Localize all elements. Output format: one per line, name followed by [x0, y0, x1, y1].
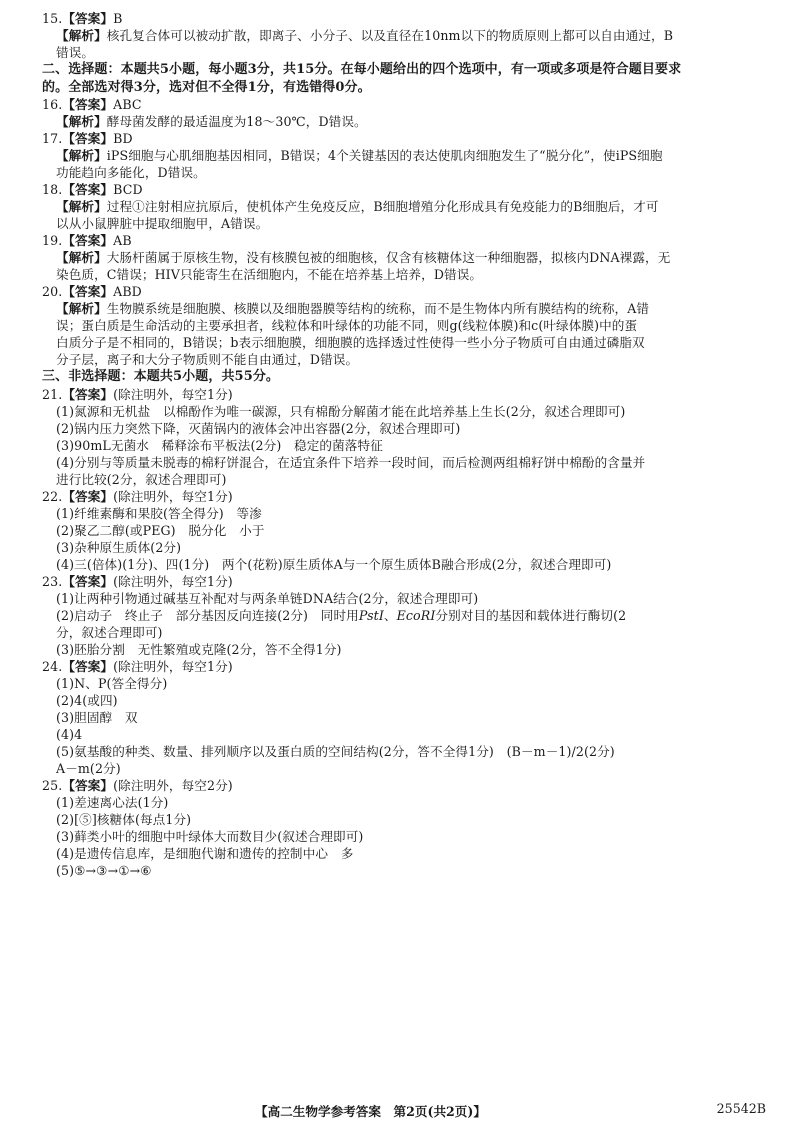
section-2-line: 的。全部选对得3分，选对但不全得1分，有选错得0分。 — [42, 79, 371, 95]
q24-sub: (1)N、P(答全得分) — [56, 675, 168, 691]
q15-expl-line: 错误。 — [56, 45, 95, 60]
q22-sub: (1)纤维素酶和果胶(答全得分) 等渗 — [56, 505, 262, 521]
q18-answer: BCD — [113, 182, 143, 197]
q24-answer-label: 【答案】 — [62, 658, 114, 674]
q24-sub: A－m(2分) — [56, 760, 121, 776]
q21 — [42, 386, 778, 488]
q20-expl-label: 【解析】 — [56, 301, 107, 316]
q17-number: 17. — [42, 131, 63, 146]
q17-answer: BD — [113, 131, 133, 146]
q18-number: 18. — [42, 182, 63, 197]
q23-number: 23. — [42, 573, 63, 589]
q23-sub-text: (2)启动子 终止子 部分基因反向连接(2分) 同时用 — [56, 607, 359, 623]
q25-answer-label: 【答案】 — [62, 777, 114, 793]
q16-answer: ABC — [113, 97, 142, 112]
q15-answer-label: 【答案】 — [62, 11, 114, 26]
q16-number: 16. — [42, 97, 63, 112]
q16-answer-label: 【答案】 — [62, 97, 114, 112]
q21-sub: (2)锅内压力突然下降，灭菌锅内的液体会冲出容器(2分，叙述合理即可) — [56, 420, 461, 436]
q20-answer-label: 【答案】 — [62, 284, 114, 299]
q23-sub-text: 、 — [383, 607, 397, 623]
q19-expl-label: 【解析】 — [56, 250, 107, 265]
q23-answer-label: 【答案】 — [62, 573, 114, 589]
q17-expl-line: iPS细胞与心肌细胞基因相同，B错误；4个关键基因的表达使肌肉细胞发生了“脱分化”，使iPS细胞 — [106, 148, 663, 163]
q17-expl-line: 功能趋向多能化，D错误。 — [56, 165, 206, 180]
q22 — [42, 488, 778, 573]
section-2-heading — [42, 61, 778, 96]
q21-number: 21. — [42, 386, 63, 402]
q17 — [42, 130, 778, 181]
q22-sub: (4)三(倍体)(1分)、四(1分) 两个(花粉)原生质体A与一个原生质体B融合形成(2分，叙述合理即可) — [56, 556, 612, 572]
q18-expl-line: 过程①注射相应抗原后，使机体产生免疫反应，B细胞增殖分化形成具有免疫能力的B细胞后，才可 — [106, 199, 659, 214]
q25-number: 25. — [42, 777, 63, 793]
q23-enzyme-pst: PstⅠ — [358, 607, 384, 623]
q18-answer-label: 【答案】 — [62, 182, 114, 197]
q20-expl-line: 白质分子是不相同的，B错误；b表示细胞膜，细胞膜的选择透过性使得一些小分子物质可自由通过磷脂双 — [56, 335, 645, 350]
q25-sub: (4)是遗传信息库，是细胞代谢和遗传的控制中心 多 — [56, 845, 354, 861]
section-2-line: 二、选择题：本题共5小题，每小题3分，共15分。在每小题给出的四个选项中，有一项或多项是符合题目要求 — [42, 62, 682, 77]
q23-sub: 分，叙述合理即可) — [56, 624, 163, 640]
q24 — [42, 658, 778, 777]
q15-answer: B — [113, 11, 123, 26]
q15-expl-label: 【解析】 — [56, 28, 107, 43]
q23-sub — [42, 607, 778, 624]
q25-sub: (3)藓类小叶的细胞中叶绿体大而数目少(叙述合理即可) — [56, 828, 364, 844]
q25-sub: (5)⑤→③→①→⑥ — [56, 862, 152, 878]
section-3-line: 三、非选择题：本题共5小题，共55分。 — [42, 369, 280, 384]
q24-number: 24. — [42, 658, 63, 674]
q17-answer-label: 【答案】 — [62, 131, 114, 146]
q22-number: 22. — [42, 488, 63, 504]
q20-answer: ABD — [113, 284, 142, 299]
q21-sub: (1)氮源和无机盐 以棉酚作为唯一碳源，只有棉酚分解菌才能在此培养基上生长(2分，叙述合理即可) — [56, 403, 626, 419]
footer-title: 【高二生物学参考答案 第2页(共2页)】 — [255, 1104, 486, 1119]
q19-answer: AB — [113, 233, 132, 248]
q25-answer: (除注明外，每空2分) — [113, 777, 233, 793]
q25-sub: (1)差速离心法(1分) — [56, 794, 169, 810]
q22-answer-label: 【答案】 — [62, 488, 114, 504]
q16 — [42, 96, 778, 130]
q23-sub: (1)让两种引物通过碱基互补配对与两条单链DNA结合(2分，叙述合理即可) — [56, 590, 479, 606]
page-footer — [0, 1101, 800, 1121]
q19-number: 19. — [42, 233, 63, 248]
q21-answer: (除注明外，每空1分) — [113, 386, 233, 402]
q22-sub: (2)聚乙二醇(或PEG) 脱分化 小于 — [56, 522, 265, 538]
q24-answer: (除注明外，每空1分) — [113, 658, 233, 674]
q18-expl-label: 【解析】 — [56, 199, 107, 214]
q19-answer-label: 【答案】 — [62, 233, 114, 248]
q23-sub-text: 分别对目的基因和载体进行酶切(2 — [435, 607, 627, 623]
q15-explanation — [42, 27, 778, 61]
q21-sub: (4)分别与等质量未脱毒的棉籽饼混合，在适宜条件下培养一段时间，而后检测两组棉籽饼中棉酚的含量并 — [56, 454, 646, 470]
q19-expl-line: 大肠杆菌属于原核生物，没有核膜包被的细胞核，仅含有核糖体这一种细胞器，拟核内DNA裸露，无 — [106, 250, 671, 265]
q20-expl-line: 分子层，离子和大分子物质则不能自由通过，D错误。 — [56, 352, 359, 367]
q21-sub: 进行比较(2分，叙述合理即可) — [56, 471, 227, 487]
q20-expl-line: 生物膜系统是细胞膜、核膜以及细胞器膜等结构的统称，而不是生物体内所有膜结构的统称，A错 — [106, 301, 650, 316]
q15 — [42, 10, 778, 61]
q17-expl-label: 【解析】 — [56, 148, 107, 163]
q25 — [42, 777, 778, 879]
q20-expl-line: 误；蛋白质是生命活动的主要承担者，线粒体和叶绿体的功能不同，则g(线粒体膜)和c(叶绿体膜)中的蛋 — [56, 318, 638, 333]
q24-sub: (2)4(或四) — [56, 692, 118, 708]
q23 — [42, 573, 778, 658]
footer-code: 25542B — [716, 1101, 766, 1116]
q20 — [42, 283, 778, 368]
answer-content — [42, 10, 778, 879]
q18 — [42, 181, 778, 232]
q21-sub: (3)90mL无菌水 稀释涂布平板法(2分) 稳定的菌落特征 — [56, 437, 383, 453]
q15-expl-line: 核孔复合体可以被动扩散，即离子、小分子、以及直径在10nm以下的物质原则上都可以自由通过，B — [106, 28, 674, 43]
q15-number: 15. — [42, 11, 63, 26]
q19-expl-line: 染色质，C错误；HIV只能寄生在活细胞内，不能在培养基上培养，D错误。 — [56, 267, 483, 282]
q22-sub: (3)杂种原生质体(2分) — [56, 539, 182, 555]
q21-answer-label: 【答案】 — [62, 386, 114, 402]
q16-expl-line: 酵母菌发酵的最适温度为18～30℃，D错误。 — [106, 114, 367, 129]
q18-expl-line: 以从小鼠脾脏中提取细胞甲，A错误。 — [56, 216, 269, 231]
q22-answer: (除注明外，每空1分) — [113, 488, 233, 504]
q25-sub: (2)[⑤]核糖体(每点1分) — [56, 811, 192, 827]
q16-expl-label: 【解析】 — [56, 114, 107, 129]
q20-number: 20. — [42, 284, 63, 299]
q24-sub: (4)4 — [56, 726, 83, 742]
section-3-heading — [42, 368, 778, 386]
q23-answer: (除注明外，每空1分) — [113, 573, 233, 589]
q24-sub: (3)胆固醇 双 — [56, 709, 138, 725]
q23-enzyme-ecor: EcoRⅠ — [396, 607, 436, 623]
q23-sub: (3)胚胎分割 无性繁殖或克隆(2分，答不全得1分) — [56, 641, 342, 657]
q24-sub: (5)氨基酸的种类、数量、排列顺序以及蛋白质的空间结构(2分，答不全得1分) (B－m－1)/2(2分) — [56, 743, 615, 759]
q19 — [42, 232, 778, 283]
